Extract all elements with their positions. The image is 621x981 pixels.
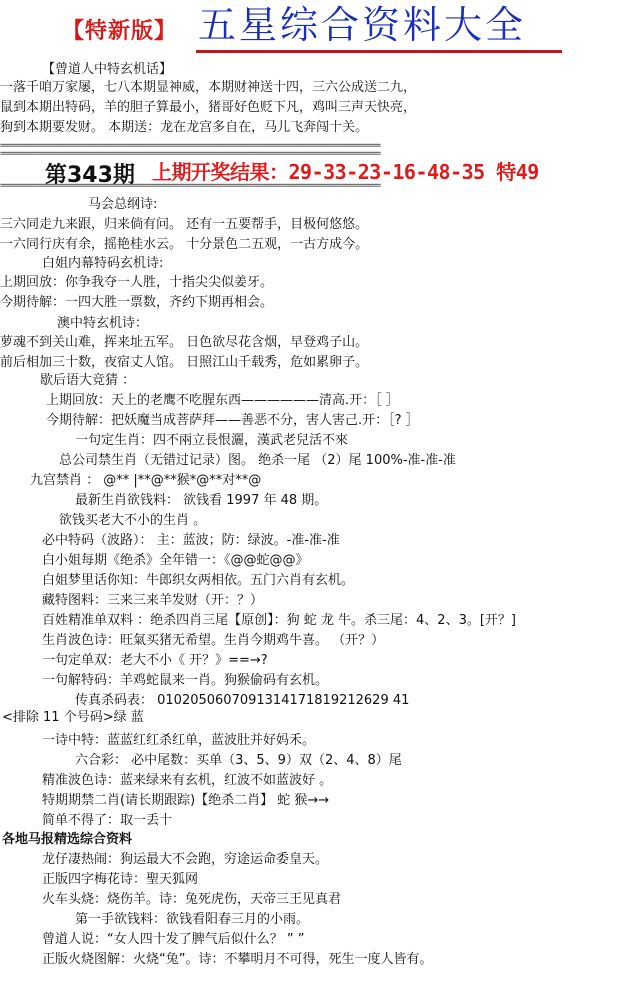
content-line: 正版火烧图解：火烧“兔”。诗：不攀明月不可得，死生一度人皆有。 — [42, 952, 433, 967]
section-heading: 歇后语大竞猜 ： — [40, 373, 136, 388]
content-line: 精准波色诗：蓝来绿来有玄机，红波不如蓝波好 。 — [42, 773, 333, 788]
content-line: 今期待解：一四大胜一票数，齐约下期再相会。 — [0, 295, 274, 310]
separator-line: ====================================================================================== — [0, 182, 380, 191]
content-line: 一句定生肖：四不兩立長恨灑，漢武老兒活不來 — [75, 433, 349, 448]
content-line: 简单不得了：取一丢十 — [42, 813, 173, 828]
content-line: 一句解特码：羊鸡蛇鼠来一肖。狗猴偷码有玄机。 — [42, 673, 329, 688]
content-line: 曾道人说：“女人四十发了脾气后似什么？ ” ” — [42, 932, 305, 947]
content-line: 上期回放：你争我夺一人胜，十指尖尖似姜牙。 — [0, 275, 274, 290]
content-line: <排除 11 个号码>绿 蓝 — [2, 710, 144, 725]
content-line: 最新生肖欲钱料： 欲钱看 1997 年 48 期。 — [75, 493, 328, 508]
content-line: 六合彩： 必中尾数：买单（3、5、9）双（2、4、8）尾 — [75, 753, 402, 768]
section-heading: 白姐内幕特码玄机诗: — [42, 256, 164, 271]
content-line: 特期期禁二肖(请长期跟踪)【绝杀二肖】 蛇 猴→→ — [42, 793, 330, 808]
content-line: 一句定单双：老大不小《 开？》==→? — [42, 653, 268, 668]
content-line: 九宫禁肖 ： @** |**@**猴*@**对**@ — [30, 473, 262, 488]
last-draw-result: 上期开奖结果：29-33-23-16-48-35 特49 — [152, 160, 539, 184]
content-line: 百姓精准单双料 ：绝杀四肖三尾【原创】：狗 蛇 龙 牛。杀三尾：4、2、3。[开？] — [42, 613, 516, 628]
content-line: 欲钱买老大不小的生肖 。 — [59, 513, 207, 528]
section-heading: 各地马报精选综合资料 — [2, 832, 133, 847]
content-line: 龙仔凄热闹：狗运最大不会跑，穷途运命委皇天。 — [42, 852, 329, 867]
edition-badge: 【特新版】 — [62, 19, 178, 44]
content-line: 生肖波色诗：旺氣买猪无希望。生肖今期鸡牛喜。 （开？） — [42, 633, 385, 648]
content-line: 第一手欲钱料：欲钱看阳春三月的小雨。 — [75, 912, 310, 927]
content-line: 上期回放：天上的老鹰不吃腥东西——————清高.开：［ ］ — [46, 393, 399, 408]
intro-line: 一落千咱万家屡，七八本期显神威，本期财神送十四，三六公成送二九， — [0, 80, 417, 95]
title-underline — [196, 50, 562, 53]
content-line: 一诗中特：蓝蓝红红杀红单，蓝波肚并好妈禾。 — [42, 733, 316, 748]
content-line: 白姐梦里话你知：牛郎织女两相依。五门六肖有玄机。 — [42, 573, 355, 588]
content-line: 传真杀码表： 0102050607091314171819212629 41 — [75, 693, 410, 708]
content-line: 白小姐每期《绝杀》全年错一：《@@蛇@@》 — [42, 553, 309, 568]
issue-number: 第343期 — [45, 163, 135, 188]
content-line: 前后相加三十数，夜宿丈人馆。 日照江山千载秀，危如累卵子。 — [0, 355, 369, 370]
section-heading: 马会总纲诗: — [88, 197, 158, 212]
content-line: 火车头烧：烧伤羊。诗：兔死虎伤，天帝三王见真君 — [42, 892, 342, 907]
content-line: 一六同行庆有余，摇艳桂水云。 十分景色二五观，一古方成今。 — [0, 237, 369, 252]
content-line: 三六同走九来跟，归来倘有问。 还有一五要帮手，目极何悠悠。 — [0, 217, 369, 232]
intro-heading: 【曾道人中特玄机话】 — [42, 62, 173, 77]
content-line: 正版四字梅花诗：聖天狐网 — [42, 872, 199, 887]
content-line: 总公司禁生肖（无错过记录）图。 绝杀一尾 （2）尾 100%-准-准-准 — [59, 453, 456, 468]
page-title: 五星综合资料大全 — [198, 3, 527, 47]
separator-line: ====================================================================================== — [0, 150, 380, 159]
separator-line: ====================================================================================== — [0, 142, 380, 151]
content-line: 藏特图料：三来三来羊发财（开：？） — [42, 593, 264, 608]
content-line: 必中特码（波路）： 主：蓝波；防：绿波。-准-准-准 — [42, 533, 340, 548]
content-line: 今期待解：把妖魔当成菩萨拜——善恶不分，害人害己.开：［? ］ — [46, 413, 419, 428]
section-heading: 澳中特玄机诗： — [57, 316, 149, 331]
intro-line: 鼠到本期出特码，羊的胆子算最小，猪哥好色贬下凡，鸡叫三声天快亮， — [0, 100, 417, 115]
intro-line: 狗到本期要发财。 本期送：龙在龙宫多自在，马儿飞奔闯十关。 — [0, 120, 369, 135]
content-line: 萝魂不到关山难，挥来址五军。 日色欲尽花含烟，早登鸡子山。 — [0, 335, 369, 350]
